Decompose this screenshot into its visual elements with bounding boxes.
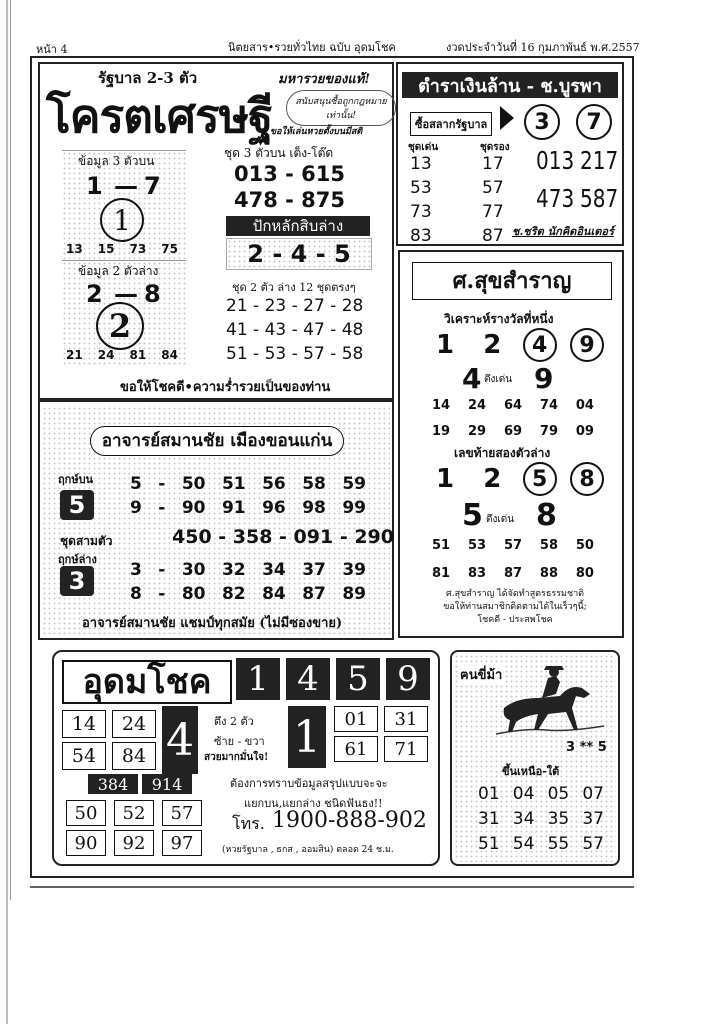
achan-num: 99 (342, 498, 366, 518)
horse-num: 37 (582, 809, 604, 829)
udom-teng-label: ตึง 2 ตัว (214, 715, 254, 728)
suk-num: 64 (503, 398, 523, 413)
suk-row4 (432, 566, 594, 581)
suk-num: 79 (539, 424, 558, 439)
horse-num: 01 (478, 784, 500, 804)
suk-second-nums (428, 462, 604, 496)
suk-title: ศ.สุขสำราญ (412, 262, 612, 300)
udom-right-box: 31 (384, 706, 428, 732)
bottom2-num: 21 (66, 348, 83, 362)
top3-main-circle: 1 (100, 198, 144, 242)
achan-top-row2 (130, 498, 366, 518)
achan-num: - (158, 474, 166, 494)
suk-num: 53 (467, 538, 487, 553)
suk-num: 24 (467, 398, 487, 413)
horse-num: 31 (478, 809, 500, 829)
top3-pair-b: 7 (144, 172, 161, 200)
suk-num: 29 (467, 424, 487, 439)
suk-row3 (432, 538, 594, 553)
suk-sub1: วิเคราะห์รางวัลที่หนึ่ง (444, 312, 554, 326)
suk-num: 14 (432, 398, 451, 413)
udom-right-box: 61 (334, 736, 378, 762)
bottom2-num: 84 (161, 348, 178, 362)
achan-num: 90 (181, 498, 206, 518)
suk-second-num: 1 (435, 464, 455, 494)
top3-nums (66, 242, 178, 256)
suk-teng2-left: 5 (462, 498, 483, 533)
bottom2-label: ข้อมูล 2 ตัวล่าง (78, 264, 159, 278)
achan-num: 80 (181, 584, 206, 604)
udom-left-box: 54 (62, 742, 106, 770)
achan-num: 91 (221, 498, 246, 518)
horse-num: 55 (547, 834, 570, 854)
tamra-col1-num: 53 (410, 178, 432, 198)
suk-second-num-circled: 5 (523, 462, 557, 496)
tamra-col2-num: 57 (482, 178, 504, 198)
horse-rider-icon (486, 664, 608, 742)
horse-sub: ขึ้นเหนือ-ใต้ (502, 765, 560, 778)
bottom2-num: 24 (97, 348, 115, 362)
suk-num: 80 (575, 566, 594, 581)
set2-row: 41 - 43 - 47 - 48 (226, 320, 364, 340)
horse-num: 07 (582, 784, 604, 804)
udom-black-box: 914 (142, 774, 192, 794)
draw-date: งวดประจำวันที่ 16 กุมภาพันธ์ พ.ศ.2557 (446, 41, 640, 54)
horse-title: ฅนขี่ม้า (458, 664, 504, 685)
bottom2-nums (66, 348, 178, 362)
achan-num: 39 (342, 560, 366, 580)
tamra-circle: 7 (576, 104, 612, 140)
kroset-slogan: มหารวยของแท้! (278, 72, 371, 87)
achan-num: 5 (130, 474, 142, 494)
achan-title: อาจารย์สมานชัย เมืองขอนแก่น (90, 426, 344, 456)
suk-notes (418, 588, 612, 627)
udom-bottom-box: 92 (114, 830, 154, 856)
suk-first-num: 1 (435, 330, 455, 360)
tamra-big: 013 (536, 146, 575, 175)
achan-num: 89 (342, 584, 366, 604)
top3-num: 13 (66, 242, 83, 256)
suk-teng1-word: ตึงเด่น (484, 374, 513, 385)
achan-num: 50 (181, 474, 206, 494)
udom-left-box: 84 (112, 742, 156, 770)
achan-num: 98 (302, 498, 326, 518)
horse-row (478, 832, 604, 857)
suk-num: 19 (432, 424, 451, 439)
tens-value: 2 - 4 - 5 (226, 238, 372, 270)
tamra-col1 (410, 152, 432, 248)
suk-second-num-circled: 8 (570, 462, 604, 496)
top3-dash: — (114, 172, 138, 200)
suk-teng2-right: 8 (536, 498, 557, 533)
tamra-author: ช.ชริต นักคิดอินเตอร์ (512, 225, 614, 238)
suk-teng1-left: 4 (462, 362, 482, 395)
suk-first-nums (428, 328, 604, 362)
horse-num: 57 (582, 834, 604, 854)
tamra-col2-num: 77 (482, 202, 504, 222)
set2-row: 51 - 53 - 57 - 58 (226, 344, 364, 364)
udom-big-left: 4 (162, 706, 198, 774)
bottom2-num: 81 (129, 348, 147, 362)
tamra-buy-label: ซื้อสลากรัฐบาล (410, 112, 492, 136)
top3-num: 75 (161, 242, 178, 256)
udom-left-box: 14 (62, 710, 106, 738)
achan-bot-row2 (130, 584, 366, 604)
udom-right-box: 71 (384, 736, 428, 762)
udom-top-digit: 4 (286, 658, 330, 700)
udom-big-mid: 1 (288, 706, 326, 768)
udom-sure-label: สวยมากมั่นใจ! (204, 752, 269, 763)
achan-num: 37 (302, 560, 326, 580)
achan-num: - (158, 498, 166, 518)
udom-phone-note: (หวยรัฐบาล , ธกส , ออมสิน) ตลอด 24 ช.ม. (222, 845, 394, 855)
suk-note: ขอให้ท่านสมาชิกติดตามได้ในเร็วๆนี้; (443, 602, 587, 612)
suk-teng2-word: ตึงเด่น (486, 514, 515, 525)
suk-note: โชคดี - ประสพโชค (477, 615, 553, 625)
suk-num: 88 (539, 566, 558, 581)
tamra-col1-num: 73 (410, 202, 432, 222)
achan-num: 32 (221, 560, 246, 580)
achan-top-row1 (130, 474, 366, 494)
suk-num: 09 (575, 424, 594, 439)
achan-num: 59 (342, 474, 366, 494)
achan-set3: 450 - 358 - 091 - 290 (172, 526, 394, 548)
set3-label: ชุด 3 ตัวบน เต็ง-โต๊ด (224, 146, 334, 160)
page-number: หน้า 4 (36, 43, 68, 56)
suk-num: 57 (503, 538, 523, 553)
achan-num: 30 (181, 560, 206, 580)
suk-row1 (432, 398, 594, 413)
suk-num: 87 (503, 566, 523, 581)
suk-first-num: 2 (483, 330, 502, 360)
udom-top-digit: 1 (236, 658, 280, 700)
kroset-badge2: ขอให้เล่นหวยตั้งบนมีสติ (270, 127, 363, 137)
horse-rows (478, 782, 604, 857)
udom-phone-prefix: โทร. (232, 814, 265, 833)
page-edge-left (6, 0, 8, 1024)
tamra-big: 587 (580, 184, 619, 213)
udom-top-digit: 5 (336, 658, 380, 700)
set2-row: 21 - 23 - 27 - 28 (226, 296, 364, 316)
suk-num: 74 (539, 398, 558, 413)
udom-bottom-box: 97 (162, 830, 202, 856)
suk-teng1-right: 9 (534, 362, 554, 395)
suk-second-num: 2 (483, 464, 502, 494)
kroset-subtitle: รัฐบาล 2-3 ตัว (98, 69, 198, 87)
arrow-right-icon (500, 106, 514, 130)
udom-side-label: ซ้าย - ขวา (214, 735, 265, 748)
top3-label: ข้อมูล 3 ตัวบน (78, 154, 155, 168)
udom-info1: ต้องการทราบข้อมูลสรุปแบบจะจะ (230, 777, 388, 790)
horse-num: 34 (512, 809, 535, 829)
suk-num: 83 (467, 566, 487, 581)
udom-left-box: 24 (112, 710, 156, 738)
bottom-rule (30, 886, 634, 888)
kroset-footer: ขอให้โชคดี•ความร่ำรวยเป็นของท่าน (120, 380, 331, 395)
bottom2-pair-a: 2 (86, 280, 103, 308)
achan-num: - (158, 560, 166, 580)
tamra-col1-num: 83 (410, 226, 432, 246)
tens-label: ปักหลักสิบล่าง (226, 216, 370, 236)
tamra-circle: 3 (524, 104, 560, 140)
horse-num: 35 (547, 809, 570, 829)
kroset-title: โครตเศรษฐี (46, 89, 273, 143)
udom-title: อุดมโชค (62, 660, 232, 704)
horse-row (478, 807, 604, 832)
udom-right-box: 01 (334, 706, 378, 732)
tamra-col2-label: ชุดรอง (480, 142, 510, 153)
suk-note: ศ.สุขสำราญ ได้จัดทำสูตรธรรมชาติ (446, 589, 584, 599)
achan-num: 51 (221, 474, 246, 494)
achan-num: 9 (130, 498, 142, 518)
achan-set3-label: ชุดสามตัว (60, 534, 113, 548)
achan-footer: อาจารย์สมานชัย แชมป์ทุกสมัย (ไม่มีซองขาย) (82, 616, 343, 631)
achan-num: 58 (302, 474, 326, 494)
udom-bottom-box: 57 (162, 800, 202, 826)
achan-num: 96 (262, 498, 286, 518)
tamra-col2 (482, 152, 504, 248)
horse-num: 51 (478, 834, 500, 854)
magazine-name: นิตยสาร•รวยทั่วไทย ฉบับ อุดมโชค (228, 41, 396, 54)
suk-sub2: เลขท้ายสองตัวล่าง (454, 446, 551, 460)
achan-top-digit: 5 (60, 490, 94, 520)
bottom2-main-circle: 2 (96, 302, 144, 350)
horse-pick: 3 ** 5 (566, 740, 607, 755)
achan-bot-label: ฤกษ์ล่าง (58, 553, 97, 566)
udom-bottom-box: 90 (66, 830, 106, 856)
achan-num: 8 (130, 584, 142, 604)
horse-row (478, 782, 604, 807)
set3-a: 013 - 615 (234, 162, 346, 186)
achan-num: 3 (130, 560, 142, 580)
achan-num: 87 (302, 584, 326, 604)
tamra-big: 217 (580, 146, 619, 175)
udom-bottom-box: 50 (66, 800, 106, 826)
achan-num: 84 (262, 584, 286, 604)
udom-phone: 1900-888-902 (272, 808, 427, 833)
kroset-badge: สนับสนุนซื้อถูกกฎหมายเท่านั้น! (286, 90, 396, 126)
top3-num: 15 (97, 242, 115, 256)
tamra-title: ตำราเงินล้าน - ช.บูรพา (402, 72, 618, 98)
bottom2-pair-b: 8 (144, 280, 161, 308)
suk-first-num-circled: 4 (523, 328, 557, 362)
tamra-col2-num: 17 (482, 154, 504, 174)
tamra-col1-label: ชุดเด่น (408, 142, 439, 153)
bottom2-dash: — (114, 280, 138, 308)
set2-label: ชุด 2 ตัว ล่าง 12 ชุดตรงๆ (232, 281, 356, 294)
udom-info2: แยกบน,แยกล่าง ชนิดฟันธง!! (244, 797, 383, 810)
achan-top-label: ฤกษ์บน (58, 473, 94, 486)
suk-num: 50 (575, 538, 594, 553)
achan-num: - (158, 584, 166, 604)
achan-num: 56 (262, 474, 286, 494)
udom-top-digit: 9 (386, 658, 430, 700)
achan-num: 34 (262, 560, 286, 580)
udom-bottom-box: 52 (114, 800, 154, 826)
set3-b: 478 - 875 (234, 188, 346, 212)
suk-num: 04 (575, 398, 594, 413)
suk-num: 69 (503, 424, 523, 439)
suk-first-num-circled: 9 (570, 328, 604, 362)
suk-num: 81 (432, 566, 451, 581)
achan-bot-row1 (130, 560, 366, 580)
top3-num: 73 (129, 242, 147, 256)
suk-row2 (432, 424, 594, 439)
tamra-big: 473 (536, 184, 575, 213)
page-edge-inner (10, 0, 11, 900)
suk-num: 51 (432, 538, 451, 553)
achan-bot-digit: 3 (60, 566, 94, 596)
tamra-col2-num: 87 (482, 226, 504, 246)
tamra-col1-num: 13 (410, 154, 432, 174)
suk-num: 58 (539, 538, 558, 553)
top3-pair-a: 1 (86, 172, 103, 200)
udom-black-box: 384 (88, 774, 138, 794)
achan-num: 82 (221, 584, 246, 604)
horse-num: 05 (547, 784, 570, 804)
horse-num: 54 (512, 834, 535, 854)
horse-num: 04 (512, 784, 535, 804)
